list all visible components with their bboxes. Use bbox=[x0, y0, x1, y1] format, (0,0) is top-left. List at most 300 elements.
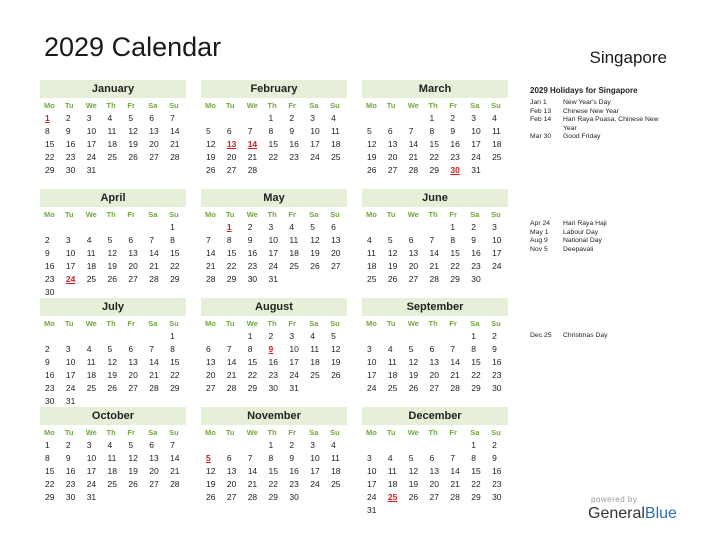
day-cell[interactable]: 21 bbox=[450, 479, 460, 489]
day-cell[interactable]: 7 bbox=[450, 344, 456, 354]
day-cell[interactable]: 26 bbox=[107, 274, 117, 284]
day-cell[interactable]: 13 bbox=[128, 357, 138, 367]
day-cell[interactable]: 29 bbox=[471, 383, 481, 393]
day-cell[interactable]: 10 bbox=[268, 235, 278, 245]
day-cell[interactable]: 9 bbox=[45, 248, 50, 258]
day-cell[interactable]: 25 bbox=[331, 479, 341, 489]
day-cell[interactable]: 17 bbox=[492, 248, 502, 258]
day-cell[interactable]: 11 bbox=[367, 248, 376, 258]
day-cell[interactable]: 13 bbox=[331, 235, 341, 245]
day-cell[interactable]: 25 bbox=[387, 383, 398, 393]
day-cell[interactable]: 12 bbox=[408, 466, 419, 476]
day-cell[interactable]: 11 bbox=[86, 248, 96, 258]
day-cell[interactable]: 16 bbox=[45, 370, 55, 380]
day-cell[interactable]: 6 bbox=[226, 453, 232, 463]
day-cell[interactable]: 10 bbox=[367, 357, 377, 367]
day-cell[interactable]: 11 bbox=[387, 357, 397, 367]
day-cell[interactable]: 17 bbox=[310, 139, 320, 149]
day-cell[interactable]: 4 bbox=[367, 235, 372, 245]
day-cell[interactable]: 19 bbox=[206, 479, 216, 489]
day-cell[interactable]: 18 bbox=[331, 466, 341, 476]
day-cell[interactable]: 29 bbox=[450, 274, 460, 284]
day-cell[interactable]: 28 bbox=[450, 492, 460, 502]
day-cell[interactable]: 13 bbox=[429, 466, 439, 476]
day-cell[interactable]: 18 bbox=[367, 261, 377, 271]
day-cell[interactable]: 16 bbox=[492, 466, 502, 476]
day-cell[interactable]: 7 bbox=[170, 440, 175, 450]
day-cell[interactable]: 17 bbox=[86, 139, 97, 149]
day-cell[interactable]: 8 bbox=[45, 453, 50, 463]
holiday-day[interactable]: 25 bbox=[387, 492, 398, 502]
day-cell[interactable]: 15 bbox=[226, 248, 237, 258]
day-cell[interactable]: 5 bbox=[107, 344, 113, 354]
day-cell[interactable]: 12 bbox=[206, 466, 216, 476]
day-cell[interactable]: 22 bbox=[268, 152, 278, 162]
day-cell[interactable]: 16 bbox=[65, 466, 76, 476]
day-cell[interactable]: 7 bbox=[408, 126, 414, 136]
day-cell[interactable]: 19 bbox=[107, 370, 117, 380]
day-cell[interactable]: 3 bbox=[268, 222, 274, 232]
day-cell[interactable]: 10 bbox=[86, 126, 97, 136]
day-cell[interactable]: 30 bbox=[45, 287, 55, 297]
day-cell[interactable]: 5 bbox=[408, 453, 414, 463]
day-cell[interactable]: 16 bbox=[268, 357, 278, 367]
day-cell[interactable]: 3 bbox=[367, 344, 372, 354]
day-cell[interactable]: 20 bbox=[128, 370, 138, 380]
day-cell[interactable]: 7 bbox=[170, 113, 175, 123]
day-cell[interactable]: 14 bbox=[247, 466, 258, 476]
day-cell[interactable]: 6 bbox=[429, 453, 435, 463]
day-cell[interactable]: 26 bbox=[387, 274, 398, 284]
day-cell[interactable]: 30 bbox=[492, 383, 502, 393]
day-cell[interactable]: 27 bbox=[408, 274, 419, 284]
day-cell[interactable]: 28 bbox=[170, 479, 180, 489]
day-cell[interactable]: 23 bbox=[247, 261, 258, 271]
day-cell[interactable]: 24 bbox=[367, 383, 377, 393]
day-cell[interactable]: 25 bbox=[331, 152, 341, 162]
day-cell[interactable]: 26 bbox=[107, 383, 117, 393]
holiday-day[interactable]: 1 bbox=[45, 113, 50, 123]
day-cell[interactable]: 24 bbox=[86, 152, 97, 162]
day-cell[interactable]: 23 bbox=[45, 383, 55, 393]
day-cell[interactable]: 22 bbox=[471, 370, 481, 380]
day-cell[interactable]: 21 bbox=[247, 479, 258, 489]
day-cell[interactable]: 19 bbox=[387, 261, 398, 271]
day-cell[interactable]: 24 bbox=[310, 152, 320, 162]
day-cell[interactable]: 11 bbox=[492, 126, 501, 136]
day-cell[interactable]: 8 bbox=[268, 126, 274, 136]
day-cell[interactable]: 20 bbox=[429, 370, 439, 380]
day-cell[interactable]: 14 bbox=[149, 357, 159, 367]
day-cell[interactable]: 8 bbox=[268, 453, 274, 463]
day-cell[interactable]: 22 bbox=[429, 152, 439, 162]
day-cell[interactable]: 19 bbox=[408, 370, 419, 380]
day-cell[interactable]: 2 bbox=[471, 222, 476, 232]
day-cell[interactable]: 30 bbox=[65, 165, 76, 175]
day-cell[interactable]: 6 bbox=[226, 126, 232, 136]
day-cell[interactable]: 10 bbox=[65, 248, 76, 258]
day-cell[interactable]: 17 bbox=[471, 139, 481, 149]
day-cell[interactable]: 21 bbox=[247, 152, 258, 162]
day-cell[interactable]: 2 bbox=[492, 440, 497, 450]
day-cell[interactable]: 8 bbox=[170, 235, 175, 245]
day-cell[interactable]: 6 bbox=[149, 440, 154, 450]
day-cell[interactable]: 6 bbox=[429, 344, 435, 354]
day-cell[interactable]: 14 bbox=[206, 248, 216, 258]
day-cell[interactable]: 20 bbox=[331, 248, 341, 258]
day-cell[interactable]: 9 bbox=[65, 453, 71, 463]
day-cell[interactable]: 19 bbox=[128, 466, 138, 476]
day-cell[interactable]: 1 bbox=[170, 222, 175, 232]
day-cell[interactable]: 2 bbox=[450, 113, 456, 123]
day-cell[interactable]: 1 bbox=[429, 113, 435, 123]
day-cell[interactable]: 27 bbox=[206, 383, 216, 393]
day-cell[interactable]: 10 bbox=[86, 453, 97, 463]
day-cell[interactable]: 11 bbox=[331, 126, 340, 136]
holiday-day[interactable]: 5 bbox=[206, 453, 211, 463]
day-cell[interactable]: 21 bbox=[450, 370, 460, 380]
day-cell[interactable]: 28 bbox=[247, 165, 258, 175]
day-cell[interactable]: 3 bbox=[86, 440, 92, 450]
day-cell[interactable]: 16 bbox=[45, 261, 55, 271]
day-cell[interactable]: 14 bbox=[408, 139, 419, 149]
day-cell[interactable]: 2 bbox=[289, 113, 295, 123]
day-cell[interactable]: 3 bbox=[310, 440, 315, 450]
day-cell[interactable]: 20 bbox=[128, 261, 138, 271]
day-cell[interactable]: 29 bbox=[45, 492, 55, 502]
day-cell[interactable]: 11 bbox=[107, 453, 117, 463]
day-cell[interactable]: 24 bbox=[471, 152, 481, 162]
day-cell[interactable]: 12 bbox=[107, 248, 117, 258]
day-cell[interactable]: 8 bbox=[429, 126, 435, 136]
day-cell[interactable]: 9 bbox=[492, 453, 497, 463]
day-cell[interactable]: 8 bbox=[247, 344, 253, 354]
day-cell[interactable]: 4 bbox=[86, 235, 92, 245]
day-cell[interactable]: 20 bbox=[226, 152, 237, 162]
day-cell[interactable]: 19 bbox=[206, 152, 216, 162]
day-cell[interactable]: 9 bbox=[65, 126, 71, 136]
day-cell[interactable]: 10 bbox=[471, 126, 481, 136]
day-cell[interactable]: 5 bbox=[310, 222, 315, 232]
day-cell[interactable]: 18 bbox=[86, 370, 97, 380]
day-cell[interactable]: 13 bbox=[206, 357, 216, 367]
day-cell[interactable]: 15 bbox=[471, 357, 481, 367]
day-cell[interactable]: 27 bbox=[226, 492, 237, 502]
day-cell[interactable]: 9 bbox=[247, 235, 253, 245]
day-cell[interactable]: 15 bbox=[268, 466, 278, 476]
day-cell[interactable]: 13 bbox=[387, 139, 398, 149]
day-cell[interactable]: 15 bbox=[429, 139, 439, 149]
day-cell[interactable]: 6 bbox=[206, 344, 211, 354]
day-cell[interactable]: 14 bbox=[149, 248, 159, 258]
brand-logo[interactable] bbox=[588, 505, 677, 523]
day-cell[interactable]: 18 bbox=[387, 479, 398, 489]
day-cell[interactable]: 11 bbox=[331, 453, 340, 463]
day-cell[interactable]: 6 bbox=[149, 113, 154, 123]
day-cell[interactable]: 23 bbox=[492, 479, 502, 489]
day-cell[interactable]: 3 bbox=[65, 344, 71, 354]
day-cell[interactable]: 24 bbox=[367, 492, 377, 502]
day-cell[interactable]: 23 bbox=[65, 152, 76, 162]
day-cell[interactable]: 26 bbox=[206, 165, 216, 175]
day-cell[interactable]: 1 bbox=[471, 440, 476, 450]
day-cell[interactable]: 8 bbox=[471, 453, 476, 463]
day-cell[interactable]: 26 bbox=[367, 165, 377, 175]
day-cell[interactable]: 3 bbox=[289, 331, 295, 341]
day-cell[interactable]: 21 bbox=[226, 370, 237, 380]
holiday-day[interactable]: 30 bbox=[450, 165, 460, 175]
day-cell[interactable]: 3 bbox=[471, 113, 476, 123]
day-cell[interactable]: 4 bbox=[310, 331, 315, 341]
day-cell[interactable]: 25 bbox=[107, 152, 117, 162]
day-cell[interactable]: 20 bbox=[429, 479, 439, 489]
day-cell[interactable]: 20 bbox=[387, 152, 398, 162]
day-cell[interactable]: 9 bbox=[492, 344, 497, 354]
day-cell[interactable]: 24 bbox=[65, 383, 76, 393]
day-cell[interactable]: 3 bbox=[492, 222, 497, 232]
day-cell[interactable]: 31 bbox=[86, 165, 97, 175]
day-cell[interactable]: 5 bbox=[387, 235, 393, 245]
day-cell[interactable]: 28 bbox=[247, 492, 258, 502]
day-cell[interactable]: 16 bbox=[492, 357, 502, 367]
day-cell[interactable]: 30 bbox=[268, 383, 278, 393]
day-cell[interactable]: 10 bbox=[65, 357, 76, 367]
day-cell[interactable]: 17 bbox=[367, 479, 377, 489]
day-cell[interactable]: 5 bbox=[128, 440, 134, 450]
day-cell[interactable]: 17 bbox=[268, 248, 278, 258]
day-cell[interactable]: 2 bbox=[247, 222, 253, 232]
day-cell[interactable]: 9 bbox=[289, 126, 295, 136]
day-cell[interactable]: 29 bbox=[45, 165, 55, 175]
day-cell[interactable]: 28 bbox=[206, 274, 216, 284]
day-cell[interactable]: 12 bbox=[128, 126, 138, 136]
day-cell[interactable]: 4 bbox=[289, 222, 295, 232]
day-cell[interactable]: 22 bbox=[45, 479, 55, 489]
day-cell[interactable]: 28 bbox=[226, 383, 237, 393]
day-cell[interactable]: 13 bbox=[128, 248, 138, 258]
day-cell[interactable]: 4 bbox=[492, 113, 497, 123]
day-cell[interactable]: 4 bbox=[86, 344, 92, 354]
day-cell[interactable]: 20 bbox=[149, 139, 159, 149]
day-cell[interactable]: 25 bbox=[86, 274, 97, 284]
day-cell[interactable]: 24 bbox=[86, 479, 97, 489]
day-cell[interactable]: 25 bbox=[107, 479, 117, 489]
day-cell[interactable]: 24 bbox=[492, 261, 502, 271]
day-cell[interactable]: 31 bbox=[65, 396, 76, 406]
day-cell[interactable]: 16 bbox=[65, 139, 76, 149]
day-cell[interactable]: 29 bbox=[247, 383, 258, 393]
holiday-day[interactable]: 9 bbox=[268, 344, 274, 354]
day-cell[interactable]: 23 bbox=[289, 479, 299, 489]
day-cell[interactable]: 20 bbox=[408, 261, 419, 271]
day-cell[interactable]: 16 bbox=[450, 139, 460, 149]
day-cell[interactable]: 7 bbox=[247, 126, 253, 136]
day-cell[interactable]: 15 bbox=[170, 357, 180, 367]
day-cell[interactable]: 28 bbox=[408, 165, 419, 175]
day-cell[interactable]: 25 bbox=[367, 274, 377, 284]
day-cell[interactable]: 5 bbox=[107, 235, 113, 245]
day-cell[interactable]: 4 bbox=[387, 453, 393, 463]
day-cell[interactable]: 26 bbox=[331, 370, 341, 380]
day-cell[interactable]: 8 bbox=[170, 344, 175, 354]
day-cell[interactable]: 25 bbox=[310, 370, 320, 380]
day-cell[interactable]: 14 bbox=[450, 466, 460, 476]
day-cell[interactable]: 19 bbox=[331, 357, 341, 367]
day-cell[interactable]: 21 bbox=[149, 261, 159, 271]
day-cell[interactable]: 9 bbox=[450, 126, 456, 136]
holiday-day[interactable]: 13 bbox=[226, 139, 237, 149]
day-cell[interactable]: 12 bbox=[387, 248, 398, 258]
day-cell[interactable]: 26 bbox=[408, 492, 419, 502]
day-cell[interactable]: 27 bbox=[149, 479, 159, 489]
day-cell[interactable]: 12 bbox=[128, 453, 138, 463]
day-cell[interactable]: 21 bbox=[170, 139, 180, 149]
day-cell[interactable]: 23 bbox=[450, 152, 460, 162]
day-cell[interactable]: 6 bbox=[128, 344, 134, 354]
day-cell[interactable]: 1 bbox=[268, 113, 274, 123]
day-cell[interactable]: 22 bbox=[247, 370, 258, 380]
day-cell[interactable]: 31 bbox=[86, 492, 97, 502]
day-cell[interactable]: 25 bbox=[289, 261, 299, 271]
day-cell[interactable]: 7 bbox=[226, 344, 232, 354]
day-cell[interactable]: 29 bbox=[429, 165, 439, 175]
day-cell[interactable]: 1 bbox=[450, 222, 456, 232]
day-cell[interactable]: 12 bbox=[331, 344, 341, 354]
day-cell[interactable]: 10 bbox=[289, 344, 299, 354]
day-cell[interactable]: 17 bbox=[65, 370, 76, 380]
day-cell[interactable]: 31 bbox=[471, 165, 481, 175]
day-cell[interactable]: 2 bbox=[492, 331, 497, 341]
day-cell[interactable]: 27 bbox=[429, 383, 439, 393]
day-cell[interactable]: 6 bbox=[331, 222, 336, 232]
day-cell[interactable]: 23 bbox=[289, 152, 299, 162]
day-cell[interactable]: 19 bbox=[107, 261, 117, 271]
day-cell[interactable]: 11 bbox=[310, 344, 320, 354]
day-cell[interactable]: 15 bbox=[247, 357, 258, 367]
day-cell[interactable]: 25 bbox=[86, 383, 97, 393]
day-cell[interactable]: 22 bbox=[226, 261, 237, 271]
day-cell[interactable]: 21 bbox=[429, 261, 439, 271]
day-cell[interactable]: 22 bbox=[268, 479, 278, 489]
day-cell[interactable]: 19 bbox=[367, 152, 377, 162]
day-cell[interactable]: 2 bbox=[289, 440, 295, 450]
day-cell[interactable]: 19 bbox=[128, 139, 138, 149]
holiday-day[interactable]: 24 bbox=[65, 274, 76, 284]
day-cell[interactable]: 26 bbox=[408, 383, 419, 393]
day-cell[interactable]: 19 bbox=[310, 248, 320, 258]
day-cell[interactable]: 12 bbox=[107, 357, 117, 367]
day-cell[interactable]: 16 bbox=[289, 139, 299, 149]
day-cell[interactable]: 24 bbox=[268, 261, 278, 271]
day-cell[interactable]: 23 bbox=[492, 370, 502, 380]
day-cell[interactable]: 22 bbox=[45, 152, 55, 162]
day-cell[interactable]: 7 bbox=[247, 453, 253, 463]
day-cell[interactable]: 30 bbox=[492, 492, 502, 502]
day-cell[interactable]: 20 bbox=[206, 370, 216, 380]
day-cell[interactable]: 9 bbox=[289, 453, 295, 463]
day-cell[interactable]: 18 bbox=[331, 139, 341, 149]
day-cell[interactable]: 5 bbox=[128, 113, 134, 123]
day-cell[interactable]: 24 bbox=[289, 370, 299, 380]
day-cell[interactable]: 30 bbox=[247, 274, 258, 284]
day-cell[interactable]: 23 bbox=[45, 274, 55, 284]
day-cell[interactable]: 22 bbox=[170, 261, 180, 271]
day-cell[interactable]: 12 bbox=[367, 139, 377, 149]
day-cell[interactable]: 23 bbox=[268, 370, 278, 380]
day-cell[interactable]: 28 bbox=[450, 383, 460, 393]
day-cell[interactable]: 4 bbox=[107, 440, 113, 450]
day-cell[interactable]: 21 bbox=[206, 261, 216, 271]
day-cell[interactable]: 4 bbox=[387, 344, 393, 354]
day-cell[interactable]: 21 bbox=[408, 152, 419, 162]
day-cell[interactable]: 31 bbox=[367, 505, 377, 515]
day-cell[interactable]: 22 bbox=[170, 370, 180, 380]
day-cell[interactable]: 10 bbox=[367, 466, 377, 476]
day-cell[interactable]: 1 bbox=[268, 440, 274, 450]
day-cell[interactable]: 8 bbox=[45, 126, 50, 136]
day-cell[interactable]: 13 bbox=[429, 357, 439, 367]
day-cell[interactable]: 17 bbox=[65, 261, 76, 271]
day-cell[interactable]: 11 bbox=[387, 466, 397, 476]
day-cell[interactable]: 4 bbox=[331, 113, 336, 123]
day-cell[interactable]: 29 bbox=[226, 274, 237, 284]
day-cell[interactable]: 24 bbox=[310, 479, 320, 489]
day-cell[interactable]: 19 bbox=[408, 479, 419, 489]
day-cell[interactable]: 9 bbox=[471, 235, 476, 245]
day-cell[interactable]: 2 bbox=[45, 235, 50, 245]
holiday-day[interactable]: 14 bbox=[247, 139, 258, 149]
day-cell[interactable]: 3 bbox=[367, 453, 372, 463]
day-cell[interactable]: 1 bbox=[170, 331, 175, 341]
day-cell[interactable]: 5 bbox=[331, 331, 336, 341]
day-cell[interactable]: 29 bbox=[170, 383, 180, 393]
day-cell[interactable]: 1 bbox=[471, 331, 476, 341]
day-cell[interactable]: 15 bbox=[471, 466, 481, 476]
day-cell[interactable]: 4 bbox=[107, 113, 113, 123]
day-cell[interactable]: 2 bbox=[45, 344, 50, 354]
day-cell[interactable]: 13 bbox=[408, 248, 419, 258]
day-cell[interactable]: 28 bbox=[429, 274, 439, 284]
day-cell[interactable]: 12 bbox=[408, 357, 419, 367]
day-cell[interactable]: 23 bbox=[471, 261, 481, 271]
day-cell[interactable]: 26 bbox=[206, 492, 216, 502]
day-cell[interactable]: 18 bbox=[387, 370, 398, 380]
day-cell[interactable]: 7 bbox=[206, 235, 211, 245]
day-cell[interactable]: 15 bbox=[450, 248, 460, 258]
day-cell[interactable]: 3 bbox=[310, 113, 315, 123]
day-cell[interactable]: 20 bbox=[226, 479, 237, 489]
day-cell[interactable]: 31 bbox=[289, 383, 299, 393]
day-cell[interactable]: 20 bbox=[149, 466, 159, 476]
day-cell[interactable]: 6 bbox=[408, 235, 414, 245]
day-cell[interactable]: 29 bbox=[268, 492, 278, 502]
day-cell[interactable]: 18 bbox=[310, 357, 320, 367]
day-cell[interactable]: 30 bbox=[45, 396, 55, 406]
day-cell[interactable]: 18 bbox=[289, 248, 299, 258]
day-cell[interactable]: 8 bbox=[450, 235, 456, 245]
day-cell[interactable]: 27 bbox=[128, 274, 138, 284]
day-cell[interactable]: 12 bbox=[206, 139, 216, 149]
day-cell[interactable]: 4 bbox=[331, 440, 336, 450]
day-cell[interactable]: 5 bbox=[206, 126, 211, 136]
day-cell[interactable]: 7 bbox=[429, 235, 435, 245]
day-cell[interactable]: 3 bbox=[65, 235, 71, 245]
day-cell[interactable]: 7 bbox=[450, 453, 456, 463]
day-cell[interactable]: 12 bbox=[310, 235, 320, 245]
day-cell[interactable]: 16 bbox=[247, 248, 258, 258]
day-cell[interactable]: 9 bbox=[45, 357, 50, 367]
day-cell[interactable]: 26 bbox=[310, 261, 320, 271]
